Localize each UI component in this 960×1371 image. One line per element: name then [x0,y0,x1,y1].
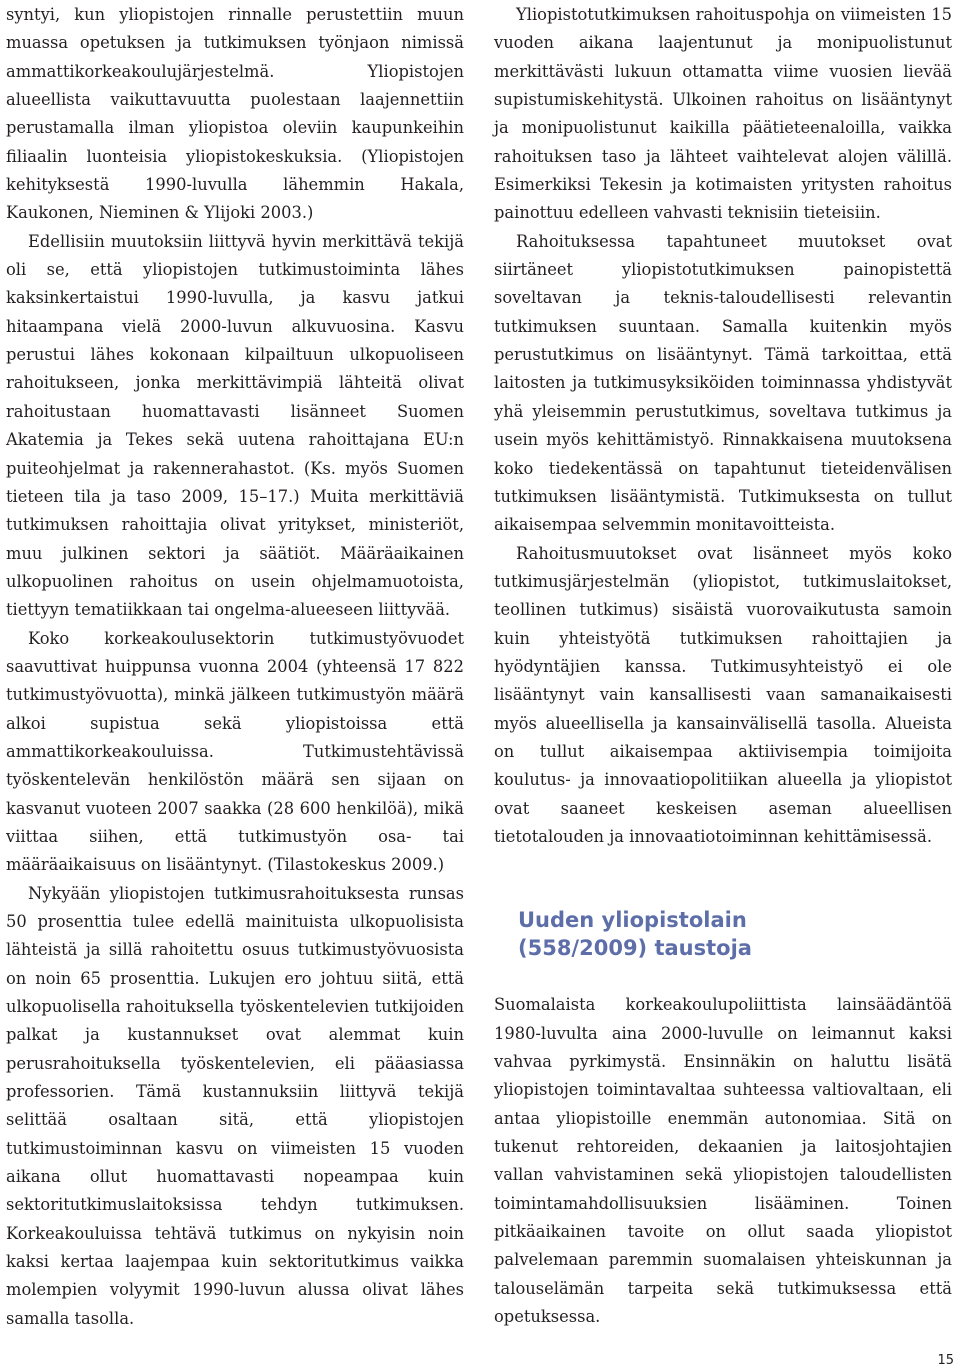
paragraph: Yliopistotutkimuksen rahoituspohja on viimeisten 15 vuoden aikana laajentunut ja monipuolistunut merkittävästi lukuun ottamatta viime vuosien lievää supistumiskehitystä. Ulkoinen rahoitus on lisääntynyt ja monipuolistunut kaikilla päätieteenaloilla, vaikka rahoituksen taso ja lähteet vaihtelevat alojen välillä. Esimerkiksi Tekesin ja kotimaisten yritysten rahoitus painottuu edelleen vahvasti teknisiin tieteisiin. [494,5,952,223]
right-column [494,0,952,1331]
section-paragraph: Suomalaista korkeakoulupoliittista lainsäädäntöä 1980-luvulta aina 2000-luvulle on leimannut kaksi vahvaa pyrkimystä. Ensinnäkin on haluttu lisätä yliopistojen toimintavaltaa suhteessa valtiovaltaan, eli antaa yliopistoille enemmän autonomiaa. Sitä on tukenut rehtoreiden, dekaanien ja laitosjohtajien vallan vahvistaminen sekä yliopistojen taloudellisten toimintamahdollisuuksien lisääminen. Toinen pitkäaikainen tavoite on ollut saada yliopistot palvelemaan paremmin suomalaisen yhteiskunnan ja talouselämän tarpeita sekä tutkimuksessa että opetuksessa. [494,995,952,1327]
paragraph: Koko korkeakoulusektorin tutkimustyövuodet saavuttivat huippunsa vuonna 2004 (yhteensä 17 822 tutkimustyövuotta), minkä jälkeen tutkimustyön määrä alkoi supistua sekä yliopistoissa että ammattikorkeakouluissa. Tutkimustehtävissä työskentelevän henkilöstön määrä sen sijaan on kasvanut vuoteen 2007 saakka (28 600 henkilöä), mikä viittaa siihen, että tutkimustyön osa- tai määräaikaisuus on lisääntynyt. (Tilastokeskus 2009.) [6,628,464,875]
left-column [6,0,464,1333]
paragraph: Edellisiin muutoksiin liittyvä hyvin merkittävä tekijä oli se, että yliopistojen tutkimustoiminta lähes kaksinkertaistui 1990-luvulla, ja kasvu jatkui hitaampana vielä 2000-luvun alkuvuosina. Kasvu perustui lähes kokonaan kilpailtuun ulkopuoliseen rahoitukseen, jonka merkittävimpiä lähteitä olivat rahoitustaan huomattavasti lisänneet Suomen Akatemia ja Tekes sekä uutena rahoittajana EU:n puiteohjelmat ja rakennerahastot. (Ks. myös Suomen tieteen tila ja taso 2009, 15–17.) Muita merkittäviä tutkimuksen rahoittajia olivat yritykset, ministeriöt, muu julkinen sektori ja säätiöt. Määräaikainen ulkopuolinen rahoitus on usein ohjelmamuotoista, tiettyyn tematiikkaan tai ongelma-alueeseen liittyvää. [6,231,464,620]
section-heading [518,906,952,962]
paragraph: Rahoituksessa tapahtuneet muutokset ovat siirtäneet yliopistotutkimuksen painopistettä soveltavan ja teknis-taloudellisesti relevantin tutkimuksen suuntaan. Samalla kuitenkin myös perustutkimus on lisääntynyt. Tämä tarkoittaa, että laitosten ja tutkimusyksiköiden toiminnassa yhdistyvät yhä yleisemmin perustutkimus, soveltava tutkimus ja usein myös kehittämistyö. Rinnakkaisena muutoksena koko tiedekentässä on tapahtunut tieteidenvälisen tutkimuksen lisääntymistä. Tutkimuksesta on tullut aikaisempaa selvemmin monitavoitteista. [494,231,952,535]
section-heading-line: (558/2009) taustoja [518,936,752,961]
paragraph: Nykyään yliopistojen tutkimusrahoituksesta runsas 50 prosenttia tulee edellä mainituista ulkopuolisista lähteistä ja sillä rahoitettu osuus tutkimustyövuosista on noin 65 prosenttia. Lukujen ero johtuu siitä, että ulkopuolisella rahoituksella työskentelevien tutkijoiden palkat ja kustannukset ovat alemmat kuin perusrahoituksella työskentelevien, eli pääasiassa professorien. Tämä kustannuksiin liittyvä tekijä selittää osaltaan sitä, että yliopistojen tutkimustoiminnan kasvu on viimeisten 15 vuoden aikana ollut huomattavasti nopeampaa kuin sektoritutkimuslaitoksissa tehdyn tutkimuksen. Korkeakouluissa tehtävä tutkimus on nykyisin noin kaksi kertaa laajempaa kuin sektoritutkimus vaikka molempien volyymit 1990-luvun alussa olivat lähes samalla tasolla. [6,883,464,1328]
section-heading-line: Uuden yliopistolain [518,908,747,933]
paragraph: syntyi, kun yliopistojen rinnalle perustettiin muun muassa opetuksen ja tutkimuksen työnjaon nimissä ammattikorkeakoulujärjestelmä. Yliopistojen alueellista vaikuttavuutta puolestaan laajennettiin perustamalla ilman yliopistoa oleviin kaupunkeihin filiaalin luonteisia yliopistokeskuksia. (Yliopistojen kehityksestä 1990-luvulla lähemmin Hakala, Kaukonen, Nieminen & Ylijoki 2003.) [6,5,464,223]
page-number: 15 [937,1353,954,1368]
paragraph: Rahoitusmuutokset ovat lisänneet myös koko tutkimusjärjestelmän (yliopistot, tutkimuslaitokset, teollinen tutkimus) sisäistä vuorovaikutusta samoin kuin yhteistyötä tutkimuksen rahoittajien ja hyödyntäjien kanssa. Tutkimusyhteistyö ei ole lisääntynyt vain kansallisesti vaan samanaikaisesti myös alueellisella ja kansainvälisellä tasolla. Alueista on tullut aikaisempaa aktiivisempia toimijoita koulutus- ja innovaatiopolitiikan alueella ja yliopistot ovat saaneet keskeisen aseman alueellisen tietotalouden ja innovaatiotoiminnan kehittämisessä. [494,543,952,846]
